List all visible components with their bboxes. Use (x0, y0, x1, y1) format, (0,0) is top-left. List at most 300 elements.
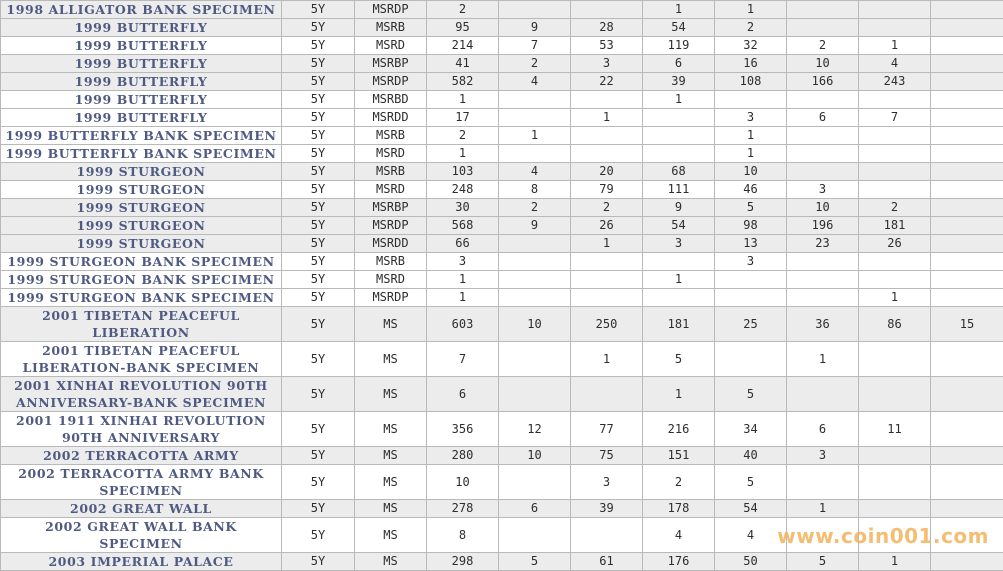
grade-count-cell (571, 253, 643, 271)
grade-count-cell: 3 (571, 55, 643, 73)
grade-cell: MSRD (355, 181, 427, 199)
table-row (1, 253, 1003, 271)
coin-name-cell: 1998 ALLIGATOR BANK SPECIMEN (1, 1, 282, 19)
grade-count-cell (643, 127, 715, 145)
total-count-cell: 1 (427, 145, 499, 163)
grade-count-cell: 1 (571, 109, 643, 127)
grade-count-cell (859, 91, 931, 109)
grade-count-cell (499, 1, 571, 19)
grade-count-cell (931, 465, 1003, 500)
grade-count-cell: 108 (715, 73, 787, 91)
grade-count-cell (931, 500, 1003, 518)
grade-count-cell (571, 271, 643, 289)
grade-cell: MS (355, 518, 427, 553)
grade-count-cell: 5 (715, 199, 787, 217)
grade-count-cell (499, 235, 571, 253)
total-count-cell: 103 (427, 163, 499, 181)
table-row (1, 271, 1003, 289)
grade-count-cell (715, 342, 787, 377)
denomination-cell: 5Y (282, 253, 355, 271)
grade-count-cell: 119 (643, 37, 715, 55)
grade-count-cell: 5 (715, 377, 787, 412)
table-row (1, 1, 1003, 19)
table-row (1, 109, 1003, 127)
grade-count-cell: 6 (499, 500, 571, 518)
table-row (1, 518, 1003, 553)
grade-count-cell (859, 19, 931, 37)
denomination-cell: 5Y (282, 307, 355, 342)
table-row (1, 342, 1003, 377)
grade-count-cell (571, 289, 643, 307)
grade-count-cell: 46 (715, 181, 787, 199)
coin-name-cell: 2001 1911 XINHAI REVOLUTION 90TH ANNIVERSARY (1, 412, 282, 447)
grade-count-cell (571, 1, 643, 19)
grade-cell: MSRDD (355, 109, 427, 127)
grade-count-cell: 1 (643, 1, 715, 19)
grade-count-cell: 9 (643, 199, 715, 217)
grade-count-cell (571, 518, 643, 553)
grade-count-cell: 54 (643, 217, 715, 235)
grade-cell: MSRDP (355, 217, 427, 235)
coin-name-cell: 1999 BUTTERFLY (1, 55, 282, 73)
grade-count-cell (787, 289, 859, 307)
grade-count-cell: 53 (571, 37, 643, 55)
grade-count-cell (931, 253, 1003, 271)
total-count-cell: 248 (427, 181, 499, 199)
grade-count-cell: 68 (643, 163, 715, 181)
coin-name-cell: 1999 STURGEON (1, 181, 282, 199)
total-count-cell: 10 (427, 465, 499, 500)
grade-count-cell (931, 235, 1003, 253)
table-row (1, 19, 1003, 37)
grade-count-cell: 196 (787, 217, 859, 235)
grade-count-cell: 181 (859, 217, 931, 235)
denomination-cell: 5Y (282, 518, 355, 553)
grade-cell: MS (355, 553, 427, 571)
denomination-cell: 5Y (282, 127, 355, 145)
grade-count-cell (931, 163, 1003, 181)
grade-count-cell (571, 377, 643, 412)
grade-count-cell (499, 377, 571, 412)
grade-count-cell: 39 (571, 500, 643, 518)
grade-count-cell: 216 (643, 412, 715, 447)
coin-name-cell: 2002 GREAT WALL BANK SPECIMEN (1, 518, 282, 553)
total-count-cell: 568 (427, 217, 499, 235)
grade-count-cell (859, 377, 931, 412)
grade-count-cell: 4 (859, 55, 931, 73)
grade-count-cell: 16 (715, 55, 787, 73)
coin-name-cell: 2002 TERRACOTTA ARMY (1, 447, 282, 465)
grade-count-cell: 2 (499, 55, 571, 73)
grade-count-cell: 36 (787, 307, 859, 342)
total-count-cell: 17 (427, 109, 499, 127)
grade-count-cell (931, 19, 1003, 37)
denomination-cell: 5Y (282, 145, 355, 163)
grade-count-cell: 40 (715, 447, 787, 465)
total-count-cell: 3 (427, 253, 499, 271)
total-count-cell: 7 (427, 342, 499, 377)
grade-cell: MSRBP (355, 55, 427, 73)
grade-count-cell: 111 (643, 181, 715, 199)
total-count-cell: 41 (427, 55, 499, 73)
grade-count-cell: 7 (499, 37, 571, 55)
denomination-cell: 5Y (282, 500, 355, 518)
grade-count-cell (499, 518, 571, 553)
grade-cell: MSRDP (355, 73, 427, 91)
grade-cell: MSRB (355, 253, 427, 271)
grade-count-cell (931, 412, 1003, 447)
grade-count-cell: 151 (643, 447, 715, 465)
denomination-cell: 5Y (282, 1, 355, 19)
coin-name-cell: 1999 BUTTERFLY (1, 109, 282, 127)
grade-count-cell: 86 (859, 307, 931, 342)
grade-count-cell (859, 163, 931, 181)
denomination-cell: 5Y (282, 109, 355, 127)
total-count-cell: 280 (427, 447, 499, 465)
table-row (1, 412, 1003, 447)
grade-cell: MSRDP (355, 289, 427, 307)
grade-count-cell (931, 145, 1003, 163)
total-count-cell: 278 (427, 500, 499, 518)
denomination-cell: 5Y (282, 289, 355, 307)
total-count-cell: 1 (427, 289, 499, 307)
table-body (1, 1, 1003, 571)
grade-count-cell: 26 (859, 235, 931, 253)
grade-count-cell: 6 (787, 412, 859, 447)
grade-count-cell (859, 342, 931, 377)
grade-count-cell: 5 (499, 553, 571, 571)
table-row (1, 377, 1003, 412)
grade-count-cell: 22 (571, 73, 643, 91)
grade-cell: MS (355, 412, 427, 447)
total-count-cell: 30 (427, 199, 499, 217)
total-count-cell: 582 (427, 73, 499, 91)
grade-count-cell (931, 377, 1003, 412)
grade-count-cell: 1 (715, 1, 787, 19)
grade-count-cell: 1 (787, 342, 859, 377)
denomination-cell: 5Y (282, 163, 355, 181)
grade-count-cell (931, 73, 1003, 91)
coin-name-cell: 1999 STURGEON (1, 163, 282, 181)
grade-cell: MSRBD (355, 91, 427, 109)
table-row (1, 289, 1003, 307)
grade-count-cell: 4 (715, 518, 787, 553)
table-row (1, 447, 1003, 465)
table-row (1, 181, 1003, 199)
grade-count-cell (931, 1, 1003, 19)
grade-count-cell (931, 109, 1003, 127)
grade-count-cell: 6 (643, 55, 715, 73)
grade-count-cell (931, 289, 1003, 307)
table-row (1, 127, 1003, 145)
coin-name-cell: 1999 STURGEON BANK SPECIMEN (1, 253, 282, 271)
table-row (1, 199, 1003, 217)
grade-count-cell: 20 (571, 163, 643, 181)
grade-count-cell: 1 (499, 127, 571, 145)
grade-count-cell: 6 (787, 109, 859, 127)
coin-name-cell: 1999 STURGEON BANK SPECIMEN (1, 289, 282, 307)
coin-name-cell: 1999 BUTTERFLY (1, 19, 282, 37)
grade-count-cell: 9 (499, 217, 571, 235)
coin-name-cell: 1999 STURGEON (1, 235, 282, 253)
grade-count-cell: 3 (715, 109, 787, 127)
grade-cell: MSRB (355, 127, 427, 145)
table-row (1, 91, 1003, 109)
grade-cell: MSRB (355, 19, 427, 37)
grade-cell: MSRD (355, 145, 427, 163)
grade-count-cell: 3 (787, 447, 859, 465)
grade-cell: MSRDD (355, 235, 427, 253)
grade-count-cell (499, 271, 571, 289)
grade-count-cell: 3 (715, 253, 787, 271)
grade-count-cell (859, 127, 931, 145)
table-row (1, 145, 1003, 163)
denomination-cell: 5Y (282, 19, 355, 37)
grade-count-cell: 10 (499, 307, 571, 342)
coin-name-cell: 1999 STURGEON BANK SPECIMEN (1, 271, 282, 289)
grade-cell: MS (355, 307, 427, 342)
grade-count-cell (859, 181, 931, 199)
coin-name-cell: 1999 BUTTERFLY (1, 73, 282, 91)
grade-count-cell (787, 253, 859, 271)
grade-count-cell: 26 (571, 217, 643, 235)
grade-count-cell (931, 127, 1003, 145)
grade-count-cell (931, 55, 1003, 73)
denomination-cell: 5Y (282, 37, 355, 55)
grade-count-cell (715, 91, 787, 109)
grade-count-cell: 34 (715, 412, 787, 447)
grade-cell: MSRDP (355, 1, 427, 19)
grade-count-cell: 2 (499, 199, 571, 217)
coin-name-cell: 2002 GREAT WALL (1, 500, 282, 518)
total-count-cell: 2 (427, 1, 499, 19)
grade-count-cell: 9 (499, 19, 571, 37)
grade-count-cell (931, 91, 1003, 109)
grade-count-cell (859, 145, 931, 163)
grade-cell: MSRB (355, 163, 427, 181)
denomination-cell: 5Y (282, 271, 355, 289)
grade-count-cell: 3 (787, 181, 859, 199)
grade-count-cell (715, 289, 787, 307)
grade-count-cell: 1 (643, 377, 715, 412)
grade-count-cell: 1 (643, 271, 715, 289)
grade-count-cell: 13 (715, 235, 787, 253)
grade-count-cell (643, 145, 715, 163)
total-count-cell: 2 (427, 127, 499, 145)
coin-name-cell: 1999 STURGEON (1, 217, 282, 235)
grade-count-cell: 54 (715, 500, 787, 518)
grade-count-cell (931, 181, 1003, 199)
grade-count-cell (931, 271, 1003, 289)
coin-name-cell: 2001 TIBETAN PEACEFUL LIBERATION-BANK SPECIMEN (1, 342, 282, 377)
grade-count-cell: 4 (499, 163, 571, 181)
grade-cell: MSRD (355, 271, 427, 289)
grade-count-cell: 2 (643, 465, 715, 500)
coin-name-cell: 1999 STURGEON (1, 199, 282, 217)
grade-count-cell: 39 (643, 73, 715, 91)
grade-count-cell: 1 (715, 127, 787, 145)
grade-count-cell: 98 (715, 217, 787, 235)
grade-count-cell: 7 (859, 109, 931, 127)
grade-count-cell: 178 (643, 500, 715, 518)
denomination-cell: 5Y (282, 235, 355, 253)
grade-cell: MSRD (355, 37, 427, 55)
grade-count-cell (931, 342, 1003, 377)
total-count-cell: 95 (427, 19, 499, 37)
denomination-cell: 5Y (282, 447, 355, 465)
grade-count-cell (787, 127, 859, 145)
grade-count-cell: 250 (571, 307, 643, 342)
grade-count-cell (643, 253, 715, 271)
grade-count-cell: 28 (571, 19, 643, 37)
coin-name-cell: 2001 TIBETAN PEACEFUL LIBERATION (1, 307, 282, 342)
grade-count-cell: 1 (787, 500, 859, 518)
grade-count-cell: 75 (571, 447, 643, 465)
grade-count-cell (787, 271, 859, 289)
grade-count-cell: 5 (787, 553, 859, 571)
table-row (1, 235, 1003, 253)
grade-cell: MS (355, 377, 427, 412)
grade-count-cell: 54 (643, 19, 715, 37)
grade-cell: MS (355, 447, 427, 465)
grade-count-cell (571, 127, 643, 145)
grade-count-cell (787, 1, 859, 19)
grade-cell: MS (355, 465, 427, 500)
grade-count-cell (787, 145, 859, 163)
grade-count-cell (931, 518, 1003, 553)
grade-count-cell: 10 (715, 163, 787, 181)
denomination-cell: 5Y (282, 553, 355, 571)
table-row (1, 163, 1003, 181)
denomination-cell: 5Y (282, 73, 355, 91)
grade-cell: MS (355, 342, 427, 377)
table-row (1, 307, 1003, 342)
table-row (1, 55, 1003, 73)
table-row (1, 73, 1003, 91)
grade-count-cell (571, 145, 643, 163)
grade-count-cell: 11 (859, 412, 931, 447)
grade-count-cell: 5 (643, 342, 715, 377)
total-count-cell: 214 (427, 37, 499, 55)
grade-count-cell (643, 109, 715, 127)
grade-count-cell: 1 (643, 91, 715, 109)
grade-count-cell: 25 (715, 307, 787, 342)
grade-count-cell (499, 465, 571, 500)
denomination-cell: 5Y (282, 217, 355, 235)
grade-count-cell: 10 (787, 55, 859, 73)
grade-count-cell (787, 465, 859, 500)
grade-count-cell: 176 (643, 553, 715, 571)
grade-count-cell (859, 518, 931, 553)
grade-count-cell: 12 (499, 412, 571, 447)
grade-count-cell (499, 289, 571, 307)
grade-count-cell (499, 109, 571, 127)
grade-count-cell: 61 (571, 553, 643, 571)
coin-name-cell: 1999 BUTTERFLY (1, 91, 282, 109)
grade-count-cell (499, 145, 571, 163)
grade-count-cell (787, 377, 859, 412)
coin-name-cell: 1999 BUTTERFLY (1, 37, 282, 55)
grade-count-cell (787, 518, 859, 553)
grade-count-cell (859, 253, 931, 271)
total-count-cell: 1 (427, 91, 499, 109)
grade-count-cell: 10 (499, 447, 571, 465)
grade-count-cell (859, 465, 931, 500)
grade-count-cell: 4 (643, 518, 715, 553)
denomination-cell: 5Y (282, 342, 355, 377)
grade-count-cell (499, 253, 571, 271)
denomination-cell: 5Y (282, 91, 355, 109)
grade-count-cell: 2 (571, 199, 643, 217)
grade-count-cell (859, 447, 931, 465)
denomination-cell: 5Y (282, 55, 355, 73)
grade-count-cell: 15 (931, 307, 1003, 342)
grade-count-cell (571, 91, 643, 109)
grade-count-cell (931, 217, 1003, 235)
grade-count-cell (499, 342, 571, 377)
grade-count-cell: 2 (787, 37, 859, 55)
grade-count-cell: 8 (499, 181, 571, 199)
grade-count-cell (931, 37, 1003, 55)
grade-count-cell (715, 271, 787, 289)
coin-name-cell: 1999 BUTTERFLY BANK SPECIMEN (1, 127, 282, 145)
grade-count-cell (859, 500, 931, 518)
grade-count-cell: 1 (571, 342, 643, 377)
grade-count-cell: 3 (643, 235, 715, 253)
grade-count-cell: 50 (715, 553, 787, 571)
coin-name-cell: 2003 IMPERIAL PALACE (1, 553, 282, 571)
coin-name-cell: 2002 TERRACOTTA ARMY BANK SPECIMEN (1, 465, 282, 500)
grade-cell: MSRBP (355, 199, 427, 217)
coin-name-cell: 1999 BUTTERFLY BANK SPECIMEN (1, 145, 282, 163)
grade-count-cell: 1 (859, 553, 931, 571)
table-row (1, 217, 1003, 235)
total-count-cell: 66 (427, 235, 499, 253)
grade-count-cell: 166 (787, 73, 859, 91)
total-count-cell: 6 (427, 377, 499, 412)
grade-count-cell: 5 (715, 465, 787, 500)
total-count-cell: 298 (427, 553, 499, 571)
grade-count-cell: 23 (787, 235, 859, 253)
grade-count-cell: 2 (859, 199, 931, 217)
grade-count-cell (787, 163, 859, 181)
grade-count-cell (859, 1, 931, 19)
grade-count-cell (931, 199, 1003, 217)
grade-count-cell: 3 (571, 465, 643, 500)
denomination-cell: 5Y (282, 412, 355, 447)
grade-count-cell: 32 (715, 37, 787, 55)
denomination-cell: 5Y (282, 465, 355, 500)
grade-count-cell: 243 (859, 73, 931, 91)
coin-name-cell: 2001 XINHAI REVOLUTION 90TH ANNIVERSARY-BANK SPECIMEN (1, 377, 282, 412)
table-row (1, 500, 1003, 518)
watermark: www.coin001.com (777, 524, 989, 548)
grade-count-cell: 4 (499, 73, 571, 91)
denomination-cell: 5Y (282, 199, 355, 217)
grade-count-cell: 79 (571, 181, 643, 199)
denomination-cell: 5Y (282, 377, 355, 412)
grade-count-cell (643, 289, 715, 307)
total-count-cell: 356 (427, 412, 499, 447)
denomination-cell: 5Y (282, 181, 355, 199)
grade-count-cell (859, 271, 931, 289)
total-count-cell: 1 (427, 271, 499, 289)
grade-count-cell: 1 (859, 289, 931, 307)
grade-count-cell (787, 91, 859, 109)
grade-count-cell (931, 447, 1003, 465)
grade-count-cell: 1 (571, 235, 643, 253)
grade-count-cell: 1 (859, 37, 931, 55)
